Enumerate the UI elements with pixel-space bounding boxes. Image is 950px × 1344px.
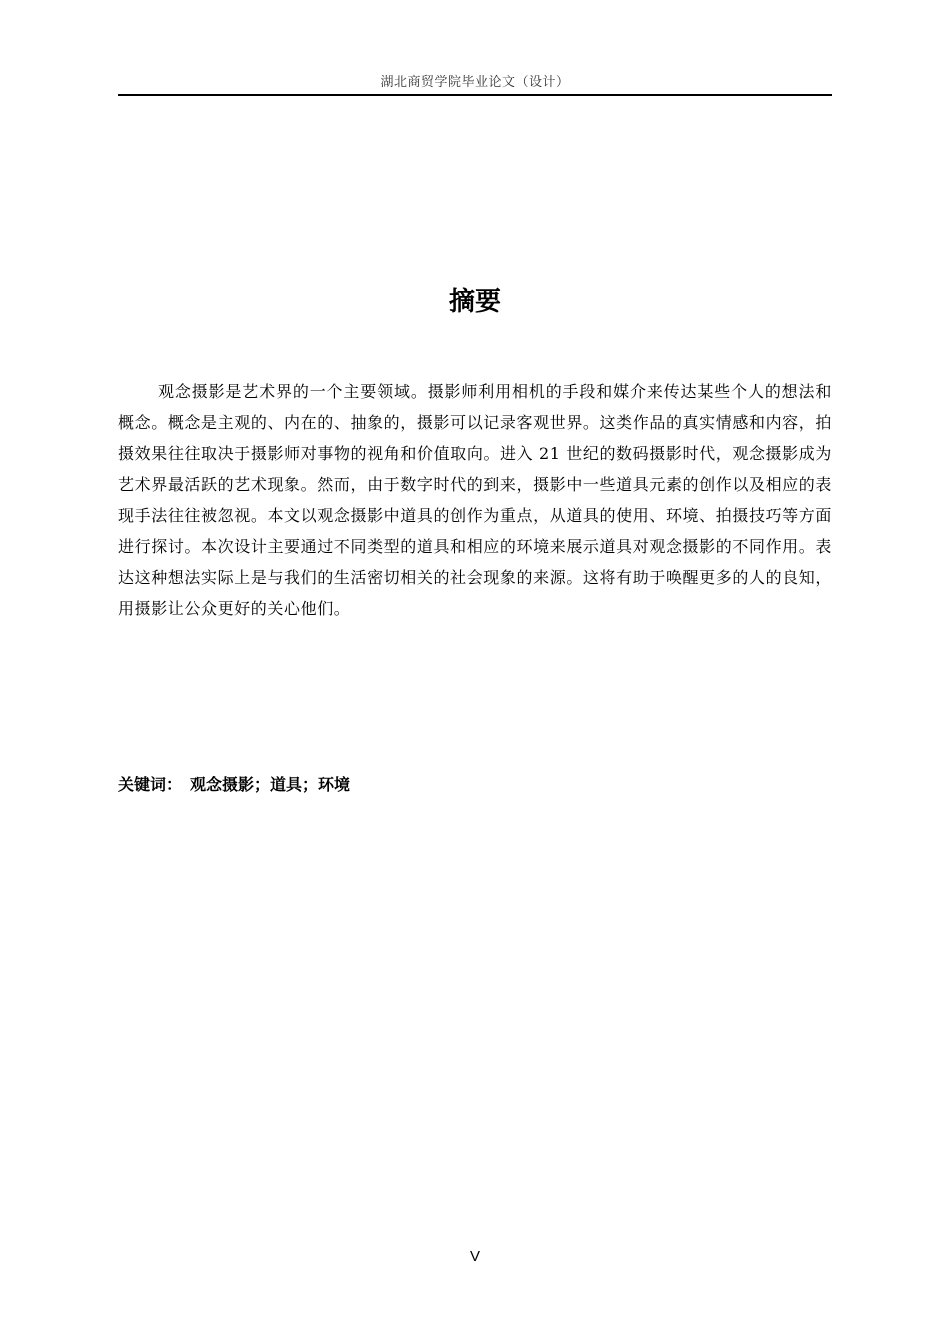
keywords-line (118, 771, 832, 799)
abstract-body: 观念摄影是艺术界的一个主要领域。摄影师利用相机的手段和媒介来传达某些个人的想法和概念。概念是主观的、内在的、抽象的，摄影可以记录客观世界。这类作品的真实情感和内容，拍摄效果往往取决于摄影师对事物的视角和价值取向。进入 21 世纪的数码摄影时代，观念摄影成为艺术界最活跃的艺术现象。然而，由于数字时代的到来，摄影中一些道具元素的创作以及相应的表现手法往往被忽视。本文以观念摄影中道具的创作为重点，从道具的使用、环境、拍摄技巧等方面进行探讨。本次设计主要通过不同类型的道具和相应的环境来展示道具对观念摄影的不同作用。表达这种想法实际上是与我们的生活密切相关的社会现象的来源。这将有助于唤醒更多的人的良知，用摄影让公众更好的关心他们。 (118, 382, 832, 618)
keywords-value: 观念摄影；道具；环境 (190, 775, 351, 794)
header-title: 湖北商贸学院毕业论文（设计） (380, 75, 570, 90)
page-header (118, 74, 832, 96)
page-number: V (469, 1248, 480, 1265)
abstract-title: 摘要 (448, 287, 501, 317)
keywords-label: 关键词： (118, 775, 183, 794)
